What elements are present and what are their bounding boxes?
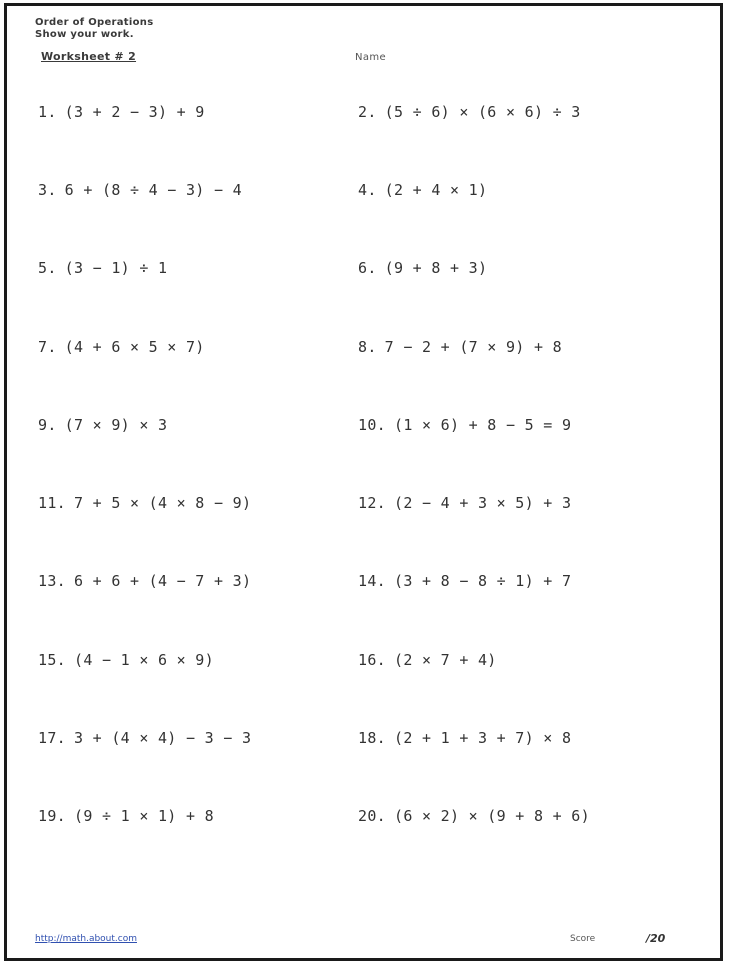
problem-2 xyxy=(358,103,581,121)
problem-expression: 6 + 6 + (4 − 7 + 3) xyxy=(74,572,252,590)
problem-number: 20. xyxy=(358,807,386,825)
problem-expression: (9 ÷ 1 × 1) + 8 xyxy=(74,807,214,825)
problem-expression: 3 + (4 × 4) − 3 − 3 xyxy=(74,729,252,747)
problem-expression: (2 + 1 + 3 + 7) × 8 xyxy=(394,729,572,747)
problem-number: 7. xyxy=(38,338,57,356)
problem-14 xyxy=(358,572,571,590)
problem-number: 2. xyxy=(358,103,377,121)
problem-number: 12. xyxy=(358,494,386,512)
problem-number: 9. xyxy=(38,416,57,434)
problem-number: 5. xyxy=(38,259,57,277)
problem-expression: (7 × 9) × 3 xyxy=(64,416,168,434)
problem-10 xyxy=(358,416,571,434)
problem-number: 8. xyxy=(358,338,377,356)
problem-expression: (3 + 2 − 3) + 9 xyxy=(64,103,205,121)
problem-expression: (4 − 1 × 6 × 9) xyxy=(74,651,214,669)
problem-17 xyxy=(38,729,251,747)
problem-20 xyxy=(358,807,590,825)
problem-expression: (1 × 6) + 8 − 5 = 9 xyxy=(394,416,572,434)
problem-number: 3. xyxy=(38,181,57,199)
problem-expression: (5 ÷ 6) × (6 × 6) ÷ 3 xyxy=(384,103,581,121)
problem-expression: 7 + 5 × (4 × 8 − 9) xyxy=(74,494,252,512)
problem-5 xyxy=(38,259,167,277)
problem-expression: (6 × 2) × (9 + 8 + 6) xyxy=(394,807,590,825)
problem-15 xyxy=(38,651,214,669)
problem-number: 14. xyxy=(358,572,386,590)
problem-number: 1. xyxy=(38,103,57,121)
problem-13 xyxy=(38,572,251,590)
problem-number: 17. xyxy=(38,729,66,747)
problem-expression: (2 − 4 + 3 × 5) + 3 xyxy=(394,494,572,512)
problem-6 xyxy=(358,259,487,277)
score-label: Score xyxy=(570,934,596,944)
source-link[interactable]: http://math.about.com xyxy=(35,934,137,944)
problem-expression: (3 + 8 − 8 ÷ 1) + 7 xyxy=(394,572,572,590)
problem-number: 15. xyxy=(38,651,66,669)
problem-expression: (2 × 7 + 4) xyxy=(394,651,497,669)
problem-number: 10. xyxy=(358,416,386,434)
problem-number: 18. xyxy=(358,729,386,747)
problem-18 xyxy=(358,729,571,747)
worksheet-number: Worksheet # 2 xyxy=(41,50,137,63)
problem-number: 19. xyxy=(38,807,66,825)
problem-12 xyxy=(358,494,571,512)
worksheet-subtitle: Show your work. xyxy=(35,29,134,40)
problem-1 xyxy=(38,103,205,121)
problem-expression: (9 + 8 + 3) xyxy=(384,259,488,277)
problem-7 xyxy=(38,338,205,356)
problem-11 xyxy=(38,494,251,512)
problem-8 xyxy=(358,338,562,356)
name-label: Name xyxy=(355,52,387,63)
problem-number: 11. xyxy=(38,494,66,512)
problem-expression: 7 − 2 + (7 × 9) + 8 xyxy=(384,338,562,356)
score-total: /20 xyxy=(646,932,666,945)
problem-number: 6. xyxy=(358,259,377,277)
problem-number: 16. xyxy=(358,651,386,669)
problem-number: 13. xyxy=(38,572,66,590)
problem-16 xyxy=(358,651,497,669)
problem-expression: (3 − 1) ÷ 1 xyxy=(64,259,168,277)
problem-number: 4. xyxy=(358,181,377,199)
problem-expression: 6 + (8 ÷ 4 − 3) − 4 xyxy=(64,181,242,199)
problem-expression: (2 + 4 × 1) xyxy=(384,181,488,199)
problem-3 xyxy=(38,181,242,199)
problem-19 xyxy=(38,807,214,825)
problem-expression: (4 + 6 × 5 × 7) xyxy=(64,338,205,356)
problem-4 xyxy=(358,181,487,199)
problem-9 xyxy=(38,416,167,434)
worksheet-title: Order of Operations xyxy=(35,17,154,28)
